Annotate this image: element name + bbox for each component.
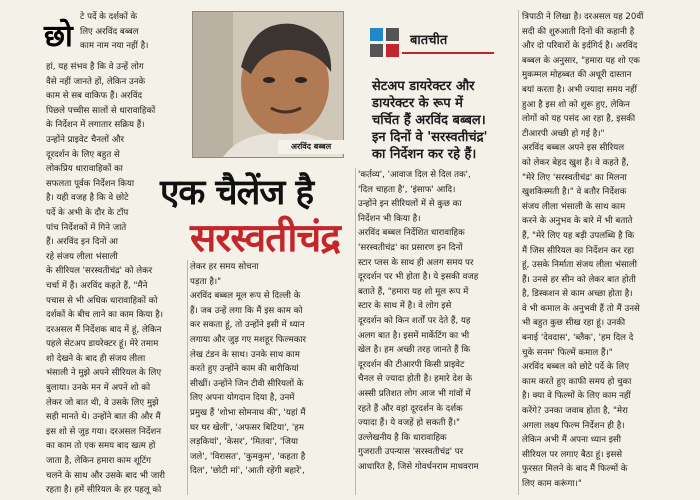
portrait-illustration	[193, 12, 343, 157]
column-divider	[187, 260, 188, 495]
column-2-text: लेकर हर समय सोचना पड़ता है।" अरविंद बब्बल मूल रूप से दिल्ली के हैं। जब उन्हें लगा कि मैं इस काम को कर सकता हूं, तो उन्होंने इसी में ध्यान लगाया और जुड़ गए मशहूर फिल्मकार लेख टंडन के साथ। उनके साथ काम करते हुए उन्होंने काम की बारीकियां सीखीं। उन्होंने जिन टीवी सीरियलों के लिए अपना योगदान दिया है, उनमें प्रमुख हैं 'शोभा सोमनाथ की', 'यहां मैं घर घर खेली', 'अफसर बिटिया', 'हम लड़कियां', 'केसर', 'मितवा', 'जिया जले', 'विरासत', 'कुमकुम', 'कहता है दिल', 'छोटी मां', 'आती रहेंगी बहारें',	[190, 262, 307, 477]
column-3-text: 'कर्तव्य', 'आवाज दिल से दिल तक', 'दिल चाहता है', 'इंसाफ' आदि। उन्होंने इन सीरियलों में से कुछ का निर्देशन भी किया है। अरविंद बब्बल निर्देशित धारावाहिक 'सरस्वतीचंद्र' का प्रसारण इन दिनों स्टार प्लस के साथ ही अलग समय पर दूरदर्शन पर भी होता है। ये इसकी वजह बताते हैं, "हमारा यह शो मूल रूप में स्टार के साथ में है। वे लोग इसे दूरदर्शन को किन शर्तों पर देते हैं, यह अलग बात है। इसमें मार्केटिंग का भी खेल है। हम अच्छी तरह जानते हैं कि दूरदर्शन की टीआरपी किसी प्राइवेट चैनल से ज्यादा होती है। हमारे देश के अस्सी प्रतिशत लोग आज भी गांवों में रहते हैं और वहां दूरदर्शन के दर्शक ज्यादा हैं। ये वजहें हो सकती हैं।" उल्लेखनीय है कि धारावाहिक गुजराती उपन्यास 'सरस्वतीचंद्र' पर आधारित है, जिसे गोवर्धनराम माधवराम	[358, 170, 479, 472]
drop-cap: छो	[44, 19, 73, 54]
quad-square-logo	[370, 28, 400, 58]
column-divider	[355, 168, 356, 495]
article-deck: सेटअप डायरेक्टर और डायरेक्टर के रूप में चर्चित हैं अरविंद बब्बल। इन दिनों वे 'सरस्वतीचंद्र' का निर्देशन कर रहे हैं।	[372, 79, 488, 162]
headline-line-1: एक चैलेंज है	[160, 173, 314, 213]
column-divider	[518, 10, 519, 495]
portrait-photo	[192, 11, 344, 158]
section-rule	[402, 52, 494, 54]
photo-caption: अरविंद बब्बल	[278, 140, 344, 154]
column-1-intro: टे पर्दे के दर्शकों के लिए अरविंद बब्बल काम नाम नया नहीं है।	[80, 12, 149, 52]
column-1-text: हां, यह संभव है कि वे उन्हें लोग वैसे नहीं जानते हों, लेकिन उनके काम से सब वाकिफ हैं। अरविंद पिछले पच्चीस सालों से धारावाहिकों के निर्देशन में लगातार सक्रिय हैं। उन्होंने प्राइवेट चैनलों और दूरदर्शन के लिए बहुत से लोकप्रिय धारावाहिकों का सफलता पूर्वक निर्देशन किया है। यही वजह है कि वे छोटे पर्दे के अभी के दौर के टॉप पांच निर्देशकों में गिने जाते हैं। अरविंद इन दिनों आ रहे संजय लीला भंसाली के सीरियल 'सरस्वतीचंद्र' को लेकर चर्चा में हैं। अरविंद कहते हैं, "मैंने पचास से भी अधिक धारावाहिकों को दर्शकों के बीच लाने का काम किया है। दरअसल मैं निर्देशक बाद में हूं, लेकिन पहले सेटअप डायरेक्टर हूं। मेरे तमाम शो देखने के बाद ही संजय लीला भंसाली ने मुझे अपने सीरियल के लिए बुलाया। उनके मन में अपने शो को लेकर जो बात थी, वे उसके लिए मुझे सही मानते थे। उन्होंने बात की और मैं इस शो से जुड़ गया। दरअसल निर्देशन का काम तो एक समय बाद खत्म हो जाता है, लेकिन हमारा काम शूटिंग चलने के साथ और उसके बाद भी जारी रहता है। हमें सीरियल के हर पहलू को	[46, 62, 166, 496]
headline-line-2: सरस्वतीचंद्र	[190, 216, 340, 261]
section-label: बातचीत	[410, 33, 448, 48]
column-4-text: त्रिपाठी ने लिखा है। दरअसल यह 20वीं सदी की शुरुआती दिनों की कहानी है और दो परिवारों के इर्दगिर्द है। अरविंद बब्बल के अनुसार, "हमारा यह शो एक मुकम्मल मोहब्बत की अधूरी दास्तान बयां करता है। अभी ज्यादा समय नहीं हुआ है इस शो को शुरू हुए, लेकिन लोगों को यह पसंद आ रहा है, इसकी टीआरपी अच्छी हो गई है।" अरविंद बब्बल अपने इस सीरियल को लेकर बेहद खुश हैं। वे कहते हैं, "मेरे लिए 'सरस्वतीचंद्र' का मिलना खुशकिस्मती है।" वे बतौर निर्देशक संजय लीला भंसाली के साथ काम करने के अनुभव के बारे में भी बताते हैं, "मेरे लिए यह बड़ी उपलब्धि है कि मैं जिस सीरियल का निर्देशन कर रहा हूं, उसके निर्माता संजय लीला भंसाली हैं। उनसे हर सीन को लेकर बात होती है, डिस्कशन से काम अच्छा होता है। वे भी कमाल के अनुभवी हैं तो मैं उनसे भी बहुत कुछ सीख रहा हूं। उनकी बनाई 'देवदास', 'ब्लैक', 'हम दिल दे चुके सनम' फिल्में कमाल हैं।" अरविंद बब्बल को छोटे पर्दे के लिए काम करते हुए काफी समय हो चुका है। क्या वे फिल्मों के लिए काम नहीं करेंगे? उनका जवाब होता है, "मेरा अगला लक्ष्य फिल्म निर्देशन ही है। लेकिन अभी मैं अपना ध्यान इसी सीरियल पर लगाए बैठा हूं। इससे फुरसत मिलने के बाद मैं फिल्मों के लिए काम करूंगा।"	[522, 12, 644, 489]
